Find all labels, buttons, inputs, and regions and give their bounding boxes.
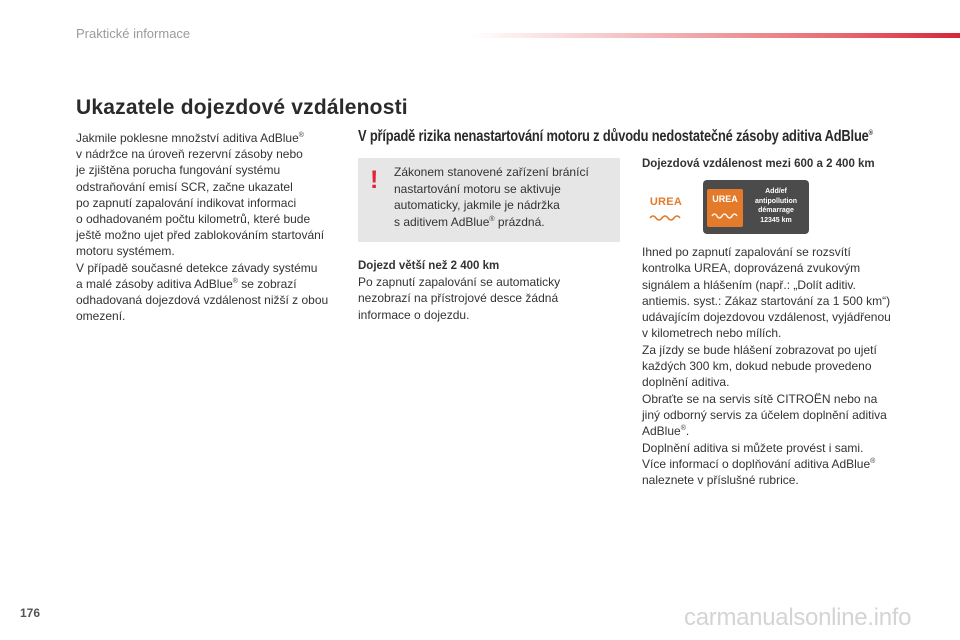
text-line-main: Doplnění aditiva si můžete provést i sami.	[642, 440, 864, 455]
urea-lamp-label: UREA	[649, 196, 683, 208]
range-600-2400-text	[642, 244, 904, 488]
text-line	[76, 260, 346, 276]
registered-mark: ®	[489, 215, 495, 223]
range-600-2400-title: Dojezdová vzdálenost mezi 600 a 2 400 km	[642, 158, 875, 170]
header-accent-bar	[470, 33, 960, 38]
registered-mark: ®	[870, 457, 876, 465]
range-over-2400-text	[358, 274, 608, 323]
text-line: informace o dojezdu.	[358, 307, 470, 322]
running-header: Praktické informace	[76, 26, 191, 41]
text-line	[642, 358, 904, 374]
display-message	[746, 187, 806, 225]
text-line	[76, 146, 346, 162]
registered-mark: ®	[232, 277, 238, 285]
text-line-main: antiemis. syst.: Zákaz startování za 1 500 km“)	[642, 293, 891, 308]
text-line-main: Jakmile poklesne množství aditiva AdBlue	[76, 131, 299, 145]
text-line-main: doplnění aditiva.	[642, 375, 730, 390]
text-line-main: Zákonem stanovené zařízení bránící	[394, 165, 589, 179]
text-line-main: odstraňování emisí SCR, začne ukazatel	[76, 179, 293, 194]
text-line-main: naleznete v příslušné rubrice.	[642, 473, 799, 488]
text-line-main: každých 300 km, dokud nebude provedeno	[642, 359, 872, 374]
text-line	[76, 211, 346, 227]
text-line-main: omezení.	[76, 309, 126, 324]
text-line	[642, 244, 904, 260]
text-line	[642, 391, 904, 407]
instrument-display-icon	[703, 180, 809, 234]
text-line	[76, 227, 346, 243]
intro-paragraph	[76, 130, 346, 324]
text-line	[76, 162, 346, 178]
section-heading-text: V případě rizika nenastartování motoru z důvodu nedostatečné zásoby aditiva AdBlue	[358, 128, 869, 145]
page-number: 176	[20, 606, 41, 620]
text-line-main: a malé zásoby aditiva AdBlue	[76, 276, 233, 291]
text-line: Add/ef	[765, 188, 787, 195]
text-line-main: nastartování motoru se aktivuje	[394, 181, 561, 196]
section-heading	[358, 128, 873, 146]
text-line	[642, 342, 904, 358]
text-line	[76, 292, 346, 308]
text-line: démarrage	[758, 207, 794, 214]
text-line	[76, 179, 346, 195]
display-wave-icon	[710, 211, 740, 219]
warning-exclamation-icon: !	[370, 166, 379, 194]
registered-mark: ®	[868, 129, 873, 137]
text-line	[394, 181, 614, 198]
text-line	[76, 243, 346, 259]
text-line-main: udávajícím dojezdovou vzdálenost, vyjádřenou	[642, 310, 891, 325]
text-line	[394, 164, 614, 181]
text-line: Po zapnutí zapalování se automaticky	[358, 275, 561, 290]
text-line-main: Za jízdy se bude hlášení zobrazovat po ujetí	[642, 342, 877, 357]
text-line	[642, 374, 904, 390]
display-urea-label: UREA	[712, 194, 738, 204]
text-line-main: automaticky, jakmile je nádržka	[394, 198, 560, 212]
text-line	[76, 130, 346, 146]
page-title: Ukazatele dojezdové vzdálenosti	[76, 96, 408, 119]
warning-text	[394, 164, 614, 230]
text-line: antipollution	[755, 197, 797, 205]
text-line	[642, 472, 904, 488]
text-line-main: AdBlue	[642, 424, 681, 439]
text-line	[642, 277, 904, 293]
text-line	[394, 197, 614, 214]
text-line-main: odhadovaná dojezdová vzdálenost nižší z obou	[76, 293, 329, 308]
text-line	[76, 308, 346, 324]
text-line: 12345 km	[760, 216, 792, 224]
text-line-main: motoru systémem.	[76, 244, 175, 259]
text-line-tail: prázdná.	[494, 214, 545, 229]
text-line	[642, 309, 904, 325]
text-line-main: o odhadovaném počtu kilometrů, které bude	[76, 212, 311, 227]
text-line	[642, 456, 904, 472]
text-line	[76, 195, 346, 211]
text-line-main: kontrolka UREA, doprovázená zvukovým	[642, 261, 861, 276]
text-line	[76, 276, 346, 292]
text-line-main: je zjištěna porucha fungování systému	[76, 163, 281, 178]
text-line-main: Obraťte se na servis sítě CITROËN nebo na	[642, 391, 878, 406]
urea-warning-lamp-icon	[646, 196, 686, 220]
text-line	[642, 423, 904, 439]
text-line	[642, 407, 904, 423]
text-line-tail: .	[685, 424, 690, 439]
watermark: carmanualsonline.info	[684, 604, 912, 631]
text-line-main: signálem a hlášením (např.: „Dolít aditiv.	[642, 277, 856, 292]
text-line-main: ještě možno ujet před zablokováním startování	[76, 228, 325, 243]
warning-box	[358, 158, 620, 242]
display-urea-lamp	[707, 189, 743, 227]
text-line-main: V případě současné detekce závady systému	[76, 260, 318, 275]
text-line	[394, 214, 614, 231]
urea-wave-icon	[646, 213, 686, 221]
text-line-main: Více informací o doplňování aditiva AdBlue	[642, 456, 871, 471]
text-line	[642, 293, 904, 309]
text-line-main: po zapnutí zapalování indikovat informaci	[76, 195, 297, 210]
text-line-main: s aditivem AdBlue	[394, 214, 490, 229]
registered-mark: ®	[680, 425, 686, 433]
text-line-tail: se zobrazí	[237, 276, 297, 291]
registered-mark: ®	[298, 132, 304, 139]
text-line	[642, 260, 904, 276]
text-line	[642, 440, 904, 456]
text-line-main: Ihned po zapnutí zapalování se rozsvítí	[642, 245, 851, 259]
text-line-main: v nádržce na úroveň rezervní zásoby nebo	[76, 147, 303, 162]
text-line-main: v kilometrech nebo mílích.	[642, 326, 782, 341]
range-over-2400-block	[358, 258, 608, 323]
range-over-2400-title: Dojezd větší než 2 400 km	[358, 260, 500, 272]
text-line-main: jiný odborný servis za účelem doplnění aditiva	[642, 407, 887, 422]
text-line: nezobrazí na přístrojové desce žádná	[358, 291, 559, 306]
text-line	[642, 325, 904, 341]
